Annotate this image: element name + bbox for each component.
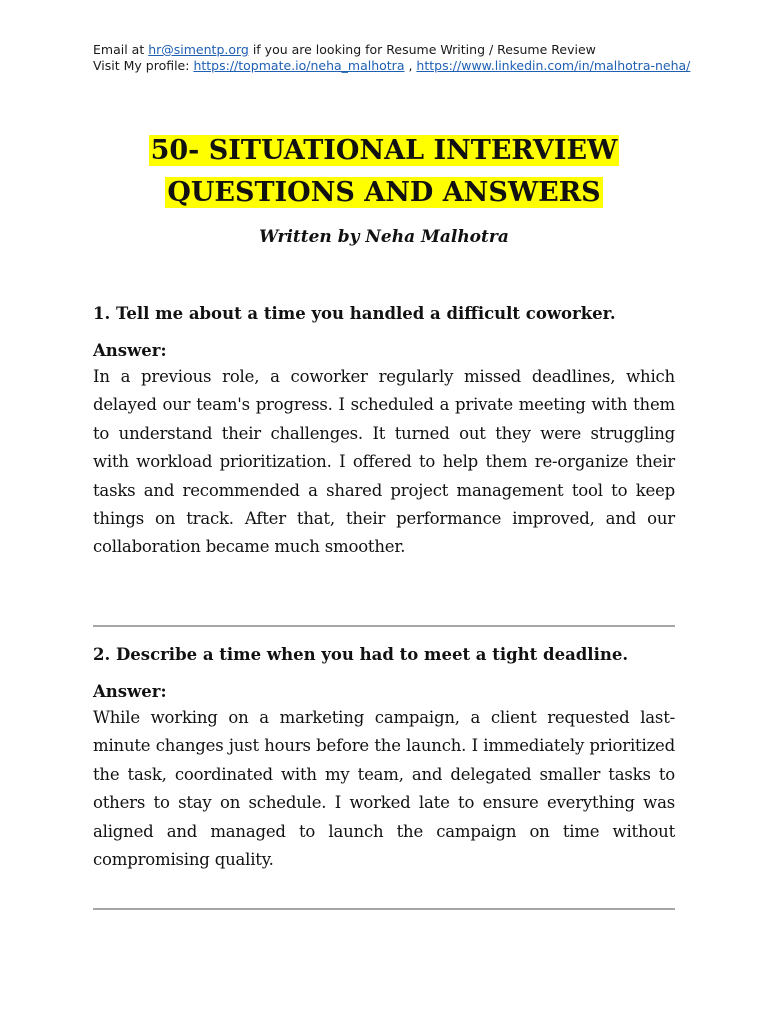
contact-line-email: [93, 42, 713, 58]
title-line-2: QUESTIONS AND ANSWERS: [167, 177, 601, 208]
question-2: 2. Describe a time when you had to meet a tight deadline.: [93, 645, 629, 664]
topmate-link[interactable]: https://topmate.io/neha_malhotra: [193, 58, 405, 73]
answer-2: While working on a marketing campaign, a client requested last-minute changes just hours before the launch. I immediately prioritized the task, coordinated with my team, and delegated smaller tasks to others to stay on schedule. I worked late to ensure everything was aligned and managed to launch the campaign on time without compromising quality.: [93, 708, 675, 870]
document-title: [0, 130, 768, 214]
answer-label-2: Answer:: [93, 682, 167, 701]
qa-item-2: [93, 644, 675, 874]
linkedin-link[interactable]: https://www.linkedin.com/in/malhotra-neha/: [416, 58, 691, 73]
email-prefix: Email at: [93, 42, 149, 57]
email-link[interactable]: hr@simentp.org: [148, 42, 249, 57]
qa-item-1: [93, 303, 675, 562]
section-divider-2: [93, 908, 675, 910]
email-suffix: if you are looking for Resume Writing / Resume Review: [248, 42, 596, 57]
question-1: 1. Tell me about a time you handled a difficult coworker.: [93, 304, 616, 323]
author-byline: Written by Neha Malhotra: [259, 227, 509, 247]
section-divider-1: [93, 625, 675, 627]
answer-label-1: Answer:: [93, 341, 167, 360]
answer-1: In a previous role, a coworker regularly missed deadlines, which delayed our team's progress. I scheduled a private meeting with them to understand their challenges. It turned out they were struggling with workload prioritization. I offered to help them re-organize their tasks and recommended a shared project management tool to keep things on track. After that, their performance improved, and our collaboration became much smoother.: [93, 367, 675, 557]
contact-line-profiles: [93, 58, 713, 74]
contact-header: [93, 42, 713, 74]
link-separator: ,: [404, 58, 417, 73]
title-line-1: 50- SITUATIONAL INTERVIEW: [150, 135, 618, 166]
profile-prefix: Visit My profile:: [93, 58, 194, 73]
